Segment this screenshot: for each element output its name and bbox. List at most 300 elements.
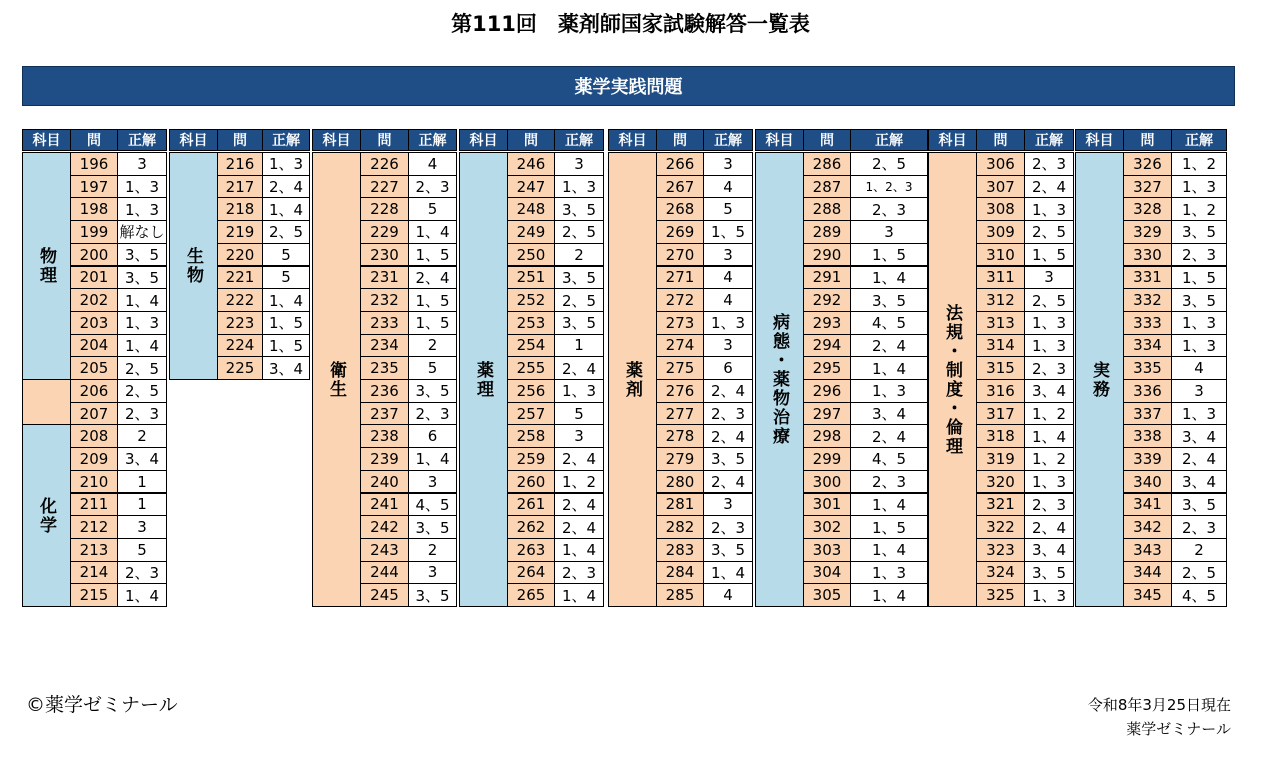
answer-value: 1、5 bbox=[703, 220, 753, 244]
answer-value: 1、5 bbox=[850, 515, 928, 539]
answer-value: 2、3 bbox=[554, 561, 604, 585]
question-number: 280 bbox=[656, 470, 704, 494]
copyright-text: ©薬学ゼミナール bbox=[26, 694, 178, 716]
answer-value: 3 bbox=[703, 334, 753, 358]
question-number: 321 bbox=[976, 493, 1025, 517]
answer-value: 1、3 bbox=[850, 561, 928, 585]
answer-value: 1、3 bbox=[117, 311, 167, 335]
question-number: 199 bbox=[70, 220, 118, 244]
answer-value: 1、3 bbox=[1171, 334, 1227, 358]
answer-value: 4、5 bbox=[408, 493, 457, 517]
answer-value: 2、4 bbox=[554, 356, 604, 380]
question-number: 264 bbox=[507, 561, 555, 585]
question-number: 196 bbox=[70, 152, 118, 176]
answer-value: 4 bbox=[703, 583, 753, 607]
question-number: 200 bbox=[70, 243, 118, 267]
answer-value: 1、5 bbox=[262, 311, 310, 335]
answer-value: 3、5 bbox=[554, 311, 604, 335]
answer-value: 1、4 bbox=[850, 493, 928, 517]
question-number: 305 bbox=[803, 583, 851, 607]
section-header: 薬学実践問題 bbox=[22, 66, 1235, 106]
question-number: 240 bbox=[360, 470, 409, 494]
answer-value: 2、4 bbox=[1024, 175, 1074, 199]
answer-value: 1、3 bbox=[703, 311, 753, 335]
answer-value: 2、5 bbox=[554, 288, 604, 312]
answer-value: 2、3 bbox=[1024, 356, 1074, 380]
question-number: 206 bbox=[70, 379, 118, 403]
header-answer: 正解 bbox=[1171, 129, 1227, 151]
question-number: 214 bbox=[70, 561, 118, 585]
question-number: 274 bbox=[656, 334, 704, 358]
answer-value: 3 bbox=[703, 493, 753, 517]
question-number: 218 bbox=[217, 197, 263, 221]
question-number: 237 bbox=[360, 402, 409, 426]
answer-value: 2、4 bbox=[703, 470, 753, 494]
answer-value: 3 bbox=[117, 515, 167, 539]
answer-value: 1、4 bbox=[117, 288, 167, 312]
answer-value: 1、3 bbox=[1171, 311, 1227, 335]
answer-value: 2、4 bbox=[408, 266, 457, 290]
answer-value: 1、3 bbox=[554, 379, 604, 403]
answer-value: 1、4 bbox=[408, 220, 457, 244]
answer-value: 3、5 bbox=[703, 447, 753, 471]
question-number: 317 bbox=[976, 402, 1025, 426]
organization-name: 薬学ゼミナール bbox=[1126, 720, 1231, 738]
answer-value: 5 bbox=[408, 356, 457, 380]
question-number: 254 bbox=[507, 334, 555, 358]
header-question: 問 bbox=[360, 129, 409, 151]
answer-value: 4、5 bbox=[850, 311, 928, 335]
question-number: 285 bbox=[656, 583, 704, 607]
answer-value: 3 bbox=[408, 561, 457, 585]
answer-value: 1、3 bbox=[117, 175, 167, 199]
answer-value: 3、5 bbox=[703, 538, 753, 562]
answer-value: 1、5 bbox=[408, 243, 457, 267]
answer-value: 3、5 bbox=[554, 197, 604, 221]
answer-value: 2、4 bbox=[1171, 447, 1227, 471]
question-number: 282 bbox=[656, 515, 704, 539]
question-number: 250 bbox=[507, 243, 555, 267]
answer-value: 3、4 bbox=[850, 402, 928, 426]
question-number: 223 bbox=[217, 311, 263, 335]
question-number: 344 bbox=[1123, 561, 1172, 585]
answer-value: 3 bbox=[1024, 266, 1074, 290]
header-answer: 正解 bbox=[850, 129, 928, 151]
question-number: 238 bbox=[360, 424, 409, 448]
answer-value: 1、3 bbox=[850, 379, 928, 403]
answer-value: 1、3 bbox=[1024, 583, 1074, 607]
answer-value: 1、4 bbox=[117, 334, 167, 358]
question-number: 236 bbox=[360, 379, 409, 403]
question-number: 276 bbox=[656, 379, 704, 403]
answer-value: 3 bbox=[703, 243, 753, 267]
question-number: 198 bbox=[70, 197, 118, 221]
question-number: 295 bbox=[803, 356, 851, 380]
answer-value: 4 bbox=[408, 152, 457, 176]
answer-value: 2、3 bbox=[850, 197, 928, 221]
header-question: 問 bbox=[1123, 129, 1172, 151]
question-number: 204 bbox=[70, 334, 118, 358]
question-number: 210 bbox=[70, 470, 118, 494]
header-subject: 科目 bbox=[1075, 129, 1124, 151]
question-number: 249 bbox=[507, 220, 555, 244]
answer-value: 1、5 bbox=[1024, 243, 1074, 267]
answer-value: 1、4 bbox=[850, 583, 928, 607]
question-number: 337 bbox=[1123, 402, 1172, 426]
question-number: 229 bbox=[360, 220, 409, 244]
question-number: 318 bbox=[976, 424, 1025, 448]
answer-value: 2、5 bbox=[117, 356, 167, 380]
header-question: 問 bbox=[70, 129, 118, 151]
question-number: 342 bbox=[1123, 515, 1172, 539]
answer-value: 3、5 bbox=[1171, 220, 1227, 244]
answer-value: 4 bbox=[703, 266, 753, 290]
answer-value: 4 bbox=[703, 175, 753, 199]
answer-value: 1、2 bbox=[1171, 152, 1227, 176]
question-number: 234 bbox=[360, 334, 409, 358]
question-number: 231 bbox=[360, 266, 409, 290]
question-number: 334 bbox=[1123, 334, 1172, 358]
question-number: 197 bbox=[70, 175, 118, 199]
answer-value: 2、5 bbox=[1171, 561, 1227, 585]
answer-value: 1、4 bbox=[554, 538, 604, 562]
question-number: 244 bbox=[360, 561, 409, 585]
answer-value: 3 bbox=[408, 470, 457, 494]
question-number: 284 bbox=[656, 561, 704, 585]
answer-value: 3、5 bbox=[117, 266, 167, 290]
question-number: 307 bbox=[976, 175, 1025, 199]
header-answer: 正解 bbox=[408, 129, 457, 151]
question-number: 322 bbox=[976, 515, 1025, 539]
answer-value: 1、4 bbox=[850, 356, 928, 380]
answer-value: 3 bbox=[850, 220, 928, 244]
answer-value: 1、5 bbox=[408, 311, 457, 335]
answer-value: 1、3 bbox=[1024, 197, 1074, 221]
answer-value: 2、3 bbox=[1024, 152, 1074, 176]
answer-value: 4 bbox=[1171, 356, 1227, 380]
question-number: 213 bbox=[70, 538, 118, 562]
question-number: 221 bbox=[217, 266, 263, 290]
answer-value: 4 bbox=[703, 288, 753, 312]
question-number: 241 bbox=[360, 493, 409, 517]
header-answer: 正解 bbox=[262, 129, 310, 151]
answer-value: 1 bbox=[117, 470, 167, 494]
subject-label: 衛生 bbox=[312, 152, 361, 607]
answer-value: 3、5 bbox=[554, 266, 604, 290]
answer-value: 2、3 bbox=[703, 402, 753, 426]
question-number: 294 bbox=[803, 334, 851, 358]
header-question: 問 bbox=[656, 129, 704, 151]
answer-value: 2、4 bbox=[1024, 515, 1074, 539]
answer-value: 1、3 bbox=[262, 152, 310, 176]
question-number: 298 bbox=[803, 424, 851, 448]
header-subject: 科目 bbox=[608, 129, 657, 151]
answer-value: 1、5 bbox=[262, 334, 310, 358]
answer-value: 1、3 bbox=[1024, 311, 1074, 335]
answer-value: 2、3 bbox=[117, 402, 167, 426]
question-number: 319 bbox=[976, 447, 1025, 471]
question-number: 242 bbox=[360, 515, 409, 539]
question-number: 341 bbox=[1123, 493, 1172, 517]
answer-value: 2、5 bbox=[850, 152, 928, 176]
subject-label bbox=[22, 379, 71, 425]
answer-value: 2、3 bbox=[1024, 493, 1074, 517]
subject-label: 薬剤 bbox=[608, 152, 657, 607]
answer-value: 1、2 bbox=[1024, 447, 1074, 471]
question-number: 327 bbox=[1123, 175, 1172, 199]
subject-label: 病態・薬物治療 bbox=[755, 152, 804, 607]
answer-value: 1、4 bbox=[1024, 424, 1074, 448]
question-number: 286 bbox=[803, 152, 851, 176]
answer-value: 5 bbox=[554, 402, 604, 426]
question-number: 266 bbox=[656, 152, 704, 176]
question-number: 233 bbox=[360, 311, 409, 335]
question-number: 201 bbox=[70, 266, 118, 290]
question-number: 316 bbox=[976, 379, 1025, 403]
question-number: 269 bbox=[656, 220, 704, 244]
answer-value: 1、4 bbox=[117, 583, 167, 607]
question-number: 345 bbox=[1123, 583, 1172, 607]
answer-value: 1、2 bbox=[1024, 402, 1074, 426]
question-number: 299 bbox=[803, 447, 851, 471]
question-number: 261 bbox=[507, 493, 555, 517]
answer-value: 1、5 bbox=[850, 243, 928, 267]
question-number: 279 bbox=[656, 447, 704, 471]
subject-label: 薬理 bbox=[459, 152, 508, 607]
answer-value: 3 bbox=[117, 152, 167, 176]
answer-value: 2、4 bbox=[554, 515, 604, 539]
question-number: 267 bbox=[656, 175, 704, 199]
answer-value: 2 bbox=[1171, 538, 1227, 562]
answer-value: 2、3 bbox=[703, 515, 753, 539]
question-number: 219 bbox=[217, 220, 263, 244]
answer-value: 2、3 bbox=[1171, 243, 1227, 267]
question-number: 243 bbox=[360, 538, 409, 562]
question-number: 281 bbox=[656, 493, 704, 517]
question-number: 230 bbox=[360, 243, 409, 267]
answer-value: 1、4 bbox=[850, 538, 928, 562]
answer-value: 3、5 bbox=[408, 379, 457, 403]
question-number: 339 bbox=[1123, 447, 1172, 471]
question-number: 203 bbox=[70, 311, 118, 335]
answer-value: 2、4 bbox=[850, 334, 928, 358]
question-number: 301 bbox=[803, 493, 851, 517]
question-number: 259 bbox=[507, 447, 555, 471]
question-number: 277 bbox=[656, 402, 704, 426]
question-number: 228 bbox=[360, 197, 409, 221]
answer-value: 1、2 bbox=[1171, 197, 1227, 221]
question-number: 245 bbox=[360, 583, 409, 607]
answer-value: 2、3 bbox=[408, 175, 457, 199]
question-number: 215 bbox=[70, 583, 118, 607]
question-number: 304 bbox=[803, 561, 851, 585]
question-number: 296 bbox=[803, 379, 851, 403]
answer-value: 2、3 bbox=[850, 470, 928, 494]
answer-value: 3、5 bbox=[408, 515, 457, 539]
answer-value: 1、5 bbox=[1171, 266, 1227, 290]
answer-value: 3、4 bbox=[1024, 379, 1074, 403]
answer-value: 5 bbox=[117, 538, 167, 562]
question-number: 209 bbox=[70, 447, 118, 471]
answer-value: 5 bbox=[262, 266, 310, 290]
header-answer: 正解 bbox=[117, 129, 167, 151]
answer-value: 2、4 bbox=[703, 424, 753, 448]
question-number: 291 bbox=[803, 266, 851, 290]
question-number: 205 bbox=[70, 356, 118, 380]
question-number: 293 bbox=[803, 311, 851, 335]
answer-value: 2、4 bbox=[703, 379, 753, 403]
question-number: 332 bbox=[1123, 288, 1172, 312]
answer-value: 解なし bbox=[117, 220, 167, 244]
subject-label: 実務 bbox=[1075, 152, 1124, 607]
question-number: 251 bbox=[507, 266, 555, 290]
header-question: 問 bbox=[976, 129, 1025, 151]
answer-value: 1、3 bbox=[1024, 334, 1074, 358]
header-answer: 正解 bbox=[1024, 129, 1074, 151]
question-number: 207 bbox=[70, 402, 118, 426]
question-number: 289 bbox=[803, 220, 851, 244]
question-number: 311 bbox=[976, 266, 1025, 290]
answer-value: 1、5 bbox=[408, 288, 457, 312]
subject-label: 法規・制度・倫理 bbox=[928, 152, 977, 607]
answer-value: 1、2 bbox=[554, 470, 604, 494]
question-number: 217 bbox=[217, 175, 263, 199]
answer-value: 1 bbox=[117, 493, 167, 517]
question-number: 265 bbox=[507, 583, 555, 607]
question-number: 212 bbox=[70, 515, 118, 539]
question-number: 333 bbox=[1123, 311, 1172, 335]
question-number: 313 bbox=[976, 311, 1025, 335]
question-number: 336 bbox=[1123, 379, 1172, 403]
question-number: 271 bbox=[656, 266, 704, 290]
question-number: 331 bbox=[1123, 266, 1172, 290]
answer-value: 3、4 bbox=[1171, 424, 1227, 448]
question-number: 232 bbox=[360, 288, 409, 312]
header-answer: 正解 bbox=[703, 129, 753, 151]
answer-value: 2、5 bbox=[262, 220, 310, 244]
question-number: 340 bbox=[1123, 470, 1172, 494]
question-number: 253 bbox=[507, 311, 555, 335]
answer-value: 3、5 bbox=[117, 243, 167, 267]
question-number: 338 bbox=[1123, 424, 1172, 448]
answer-value: 3、4 bbox=[262, 356, 310, 380]
answer-value: 3 bbox=[554, 424, 604, 448]
answer-value: 4、5 bbox=[850, 447, 928, 471]
question-number: 273 bbox=[656, 311, 704, 335]
question-number: 283 bbox=[656, 538, 704, 562]
question-number: 248 bbox=[507, 197, 555, 221]
question-number: 324 bbox=[976, 561, 1025, 585]
question-number: 312 bbox=[976, 288, 1025, 312]
answer-value: 2、3 bbox=[408, 402, 457, 426]
question-number: 335 bbox=[1123, 356, 1172, 380]
question-number: 326 bbox=[1123, 152, 1172, 176]
header-subject: 科目 bbox=[22, 129, 71, 151]
answer-value: 5 bbox=[408, 197, 457, 221]
question-number: 226 bbox=[360, 152, 409, 176]
question-number: 257 bbox=[507, 402, 555, 426]
answer-value: 2、4 bbox=[262, 175, 310, 199]
question-number: 220 bbox=[217, 243, 263, 267]
subject-label: 化学 bbox=[22, 424, 71, 607]
question-number: 247 bbox=[507, 175, 555, 199]
answer-value: 1、4 bbox=[554, 583, 604, 607]
answer-value: 5 bbox=[703, 197, 753, 221]
question-number: 246 bbox=[507, 152, 555, 176]
question-number: 256 bbox=[507, 379, 555, 403]
question-number: 315 bbox=[976, 356, 1025, 380]
answer-value: 2 bbox=[554, 243, 604, 267]
answer-value: 3、5 bbox=[1171, 288, 1227, 312]
question-number: 300 bbox=[803, 470, 851, 494]
answer-value: 2 bbox=[117, 424, 167, 448]
answer-value: 3、4 bbox=[1024, 538, 1074, 562]
page-title: 第111回 薬剤師国家試験解答一覧表 bbox=[451, 12, 810, 36]
header-answer: 正解 bbox=[554, 129, 604, 151]
question-number: 297 bbox=[803, 402, 851, 426]
question-number: 314 bbox=[976, 334, 1025, 358]
question-number: 310 bbox=[976, 243, 1025, 267]
question-number: 292 bbox=[803, 288, 851, 312]
question-number: 302 bbox=[803, 515, 851, 539]
answer-value: 6 bbox=[408, 424, 457, 448]
question-number: 343 bbox=[1123, 538, 1172, 562]
answer-value: 4、5 bbox=[1171, 583, 1227, 607]
question-number: 239 bbox=[360, 447, 409, 471]
answer-value: 1、3 bbox=[117, 197, 167, 221]
header-subject: 科目 bbox=[459, 129, 508, 151]
question-number: 235 bbox=[360, 356, 409, 380]
question-number: 225 bbox=[217, 356, 263, 380]
answer-value: 2 bbox=[408, 538, 457, 562]
header-question: 問 bbox=[507, 129, 555, 151]
answer-value: 5 bbox=[262, 243, 310, 267]
answer-value: 3、4 bbox=[117, 447, 167, 471]
question-number: 216 bbox=[217, 152, 263, 176]
question-number: 288 bbox=[803, 197, 851, 221]
answer-value: 1、3 bbox=[1024, 470, 1074, 494]
question-number: 329 bbox=[1123, 220, 1172, 244]
question-number: 255 bbox=[507, 356, 555, 380]
answer-value: 2、3 bbox=[1171, 515, 1227, 539]
header-subject: 科目 bbox=[755, 129, 804, 151]
answer-value: 3 bbox=[554, 152, 604, 176]
answer-value: 2、4 bbox=[554, 493, 604, 517]
answer-value: 1、3 bbox=[554, 175, 604, 199]
question-number: 308 bbox=[976, 197, 1025, 221]
answer-value: 2 bbox=[408, 334, 457, 358]
question-number: 263 bbox=[507, 538, 555, 562]
question-number: 275 bbox=[656, 356, 704, 380]
answer-value: 1、4 bbox=[850, 266, 928, 290]
question-number: 262 bbox=[507, 515, 555, 539]
answer-value: 3、5 bbox=[1171, 493, 1227, 517]
subject-label: 物理 bbox=[22, 152, 71, 380]
answer-value: 1、2、3 bbox=[850, 175, 928, 199]
question-number: 258 bbox=[507, 424, 555, 448]
answer-value: 1、4 bbox=[262, 197, 310, 221]
answer-value: 3 bbox=[703, 152, 753, 176]
answer-value: 3、5 bbox=[408, 583, 457, 607]
answer-value: 2、5 bbox=[1024, 220, 1074, 244]
question-number: 330 bbox=[1123, 243, 1172, 267]
question-number: 272 bbox=[656, 288, 704, 312]
answer-value: 6 bbox=[703, 356, 753, 380]
answer-value: 2、4 bbox=[850, 424, 928, 448]
question-number: 224 bbox=[217, 334, 263, 358]
header-question: 問 bbox=[803, 129, 851, 151]
answer-value: 1、4 bbox=[408, 447, 457, 471]
